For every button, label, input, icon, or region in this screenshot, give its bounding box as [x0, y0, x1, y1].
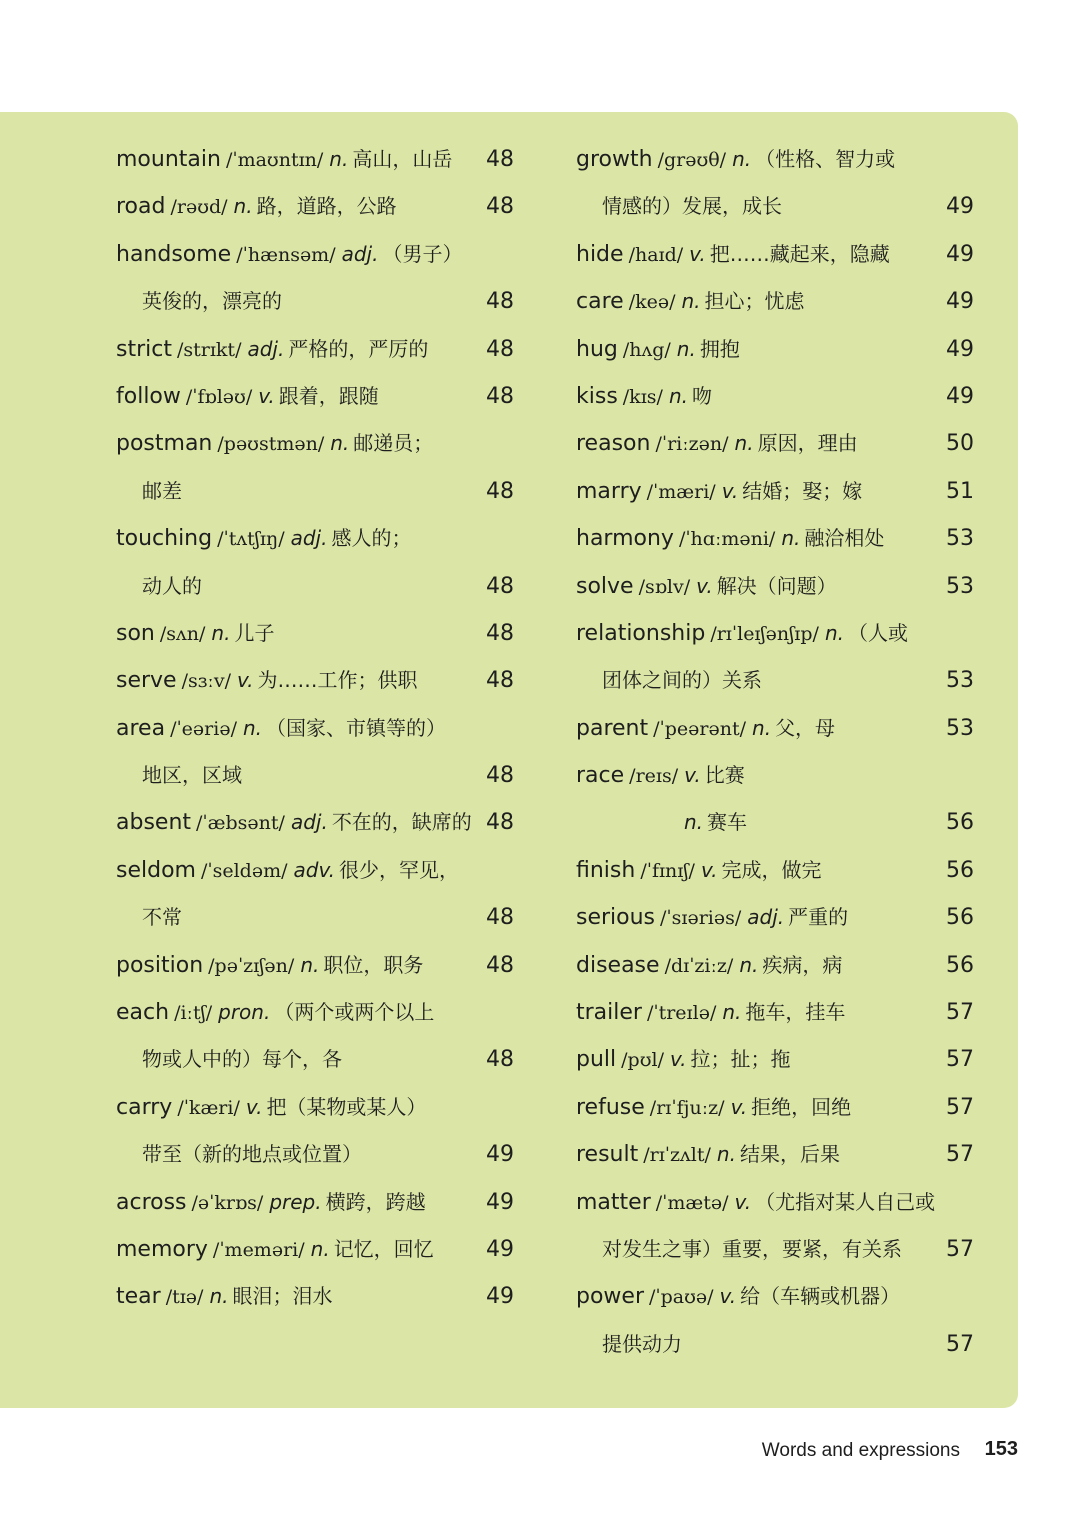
entry-word: relationship	[576, 620, 706, 646]
entry-part-of-speech: n.	[824, 620, 844, 645]
entry-part-of-speech: v.	[684, 763, 701, 788]
entry-definition: 把……藏起来，隐藏	[709, 241, 890, 266]
entry-definition: 完成，做完	[721, 857, 822, 882]
entry-word: each	[116, 1000, 170, 1026]
entry-part-of-speech: adj.	[290, 810, 328, 835]
entry-part-of-speech: n.	[781, 526, 801, 551]
entry-word: son	[116, 620, 155, 646]
entry-definition: 路，道路，公路	[256, 194, 397, 219]
entry-part-of-speech: n.	[242, 715, 263, 740]
entry-definition: 融洽相处	[804, 526, 885, 551]
vocab-entry	[576, 847, 976, 894]
entry-part-of-speech: n.	[209, 1284, 229, 1309]
entry-definition: 拖车，挂车	[745, 1000, 846, 1025]
entry-definition: 拉；扯；拖	[690, 1047, 791, 1072]
entry-word: solve	[576, 573, 634, 599]
entry-word: hug	[576, 336, 618, 362]
vocab-entry	[576, 1084, 976, 1131]
entry-word: pull	[576, 1047, 617, 1073]
entry-definition: 解决（问题）	[716, 573, 837, 598]
entry-part-of-speech: prep.	[269, 1189, 322, 1214]
entry-word: kiss	[576, 383, 618, 409]
entry-word: hide	[576, 241, 624, 267]
entry-phonetic: /strɪkt/	[176, 338, 242, 361]
entry-word: refuse	[576, 1094, 645, 1120]
entry-part-of-speech: n.	[716, 1142, 736, 1167]
entry-page-ref: 53	[946, 668, 974, 694]
entry-phonetic: /rɪˈfjuːz/	[649, 1096, 725, 1119]
vocab-entry	[116, 420, 516, 467]
entry-phonetic: /rɪˈleɪʃənʃɪp/	[710, 622, 819, 645]
entry-continuation	[576, 1226, 976, 1273]
entry-phonetic: /ˈseldəm/	[200, 859, 288, 882]
entry-word: carry	[116, 1094, 173, 1120]
vocab-entry	[576, 1179, 976, 1226]
entry-page-ref: 49	[946, 241, 974, 267]
entry-phonetic: /sʌn/	[159, 622, 206, 645]
entry-definition: （性格、智力或	[755, 147, 896, 171]
entry-definition: 情感的）发展，成长	[602, 194, 782, 219]
vocab-entry	[576, 420, 976, 467]
entry-phonetic: /ˈhænsəm/	[236, 243, 336, 266]
entry-page-ref: 56	[946, 857, 974, 883]
vocab-entry	[576, 894, 976, 941]
entry-part-of-speech: v.	[719, 1284, 737, 1309]
vocab-entry	[576, 942, 976, 989]
entry-page-ref: 48	[486, 905, 514, 931]
entry-part-of-speech: adj.	[290, 526, 328, 551]
entry-word: serious	[576, 905, 656, 931]
vocab-entry	[116, 799, 516, 846]
entry-definition: 不在的，缺席的	[331, 810, 472, 835]
vocab-entry	[576, 278, 976, 325]
entry-phonetic: /rɪˈzʌlt/	[643, 1144, 711, 1167]
entry-word: area	[116, 715, 166, 741]
entry-definition: （人或	[848, 620, 908, 645]
entry-definition: 原因，理由	[757, 431, 858, 456]
entry-page-ref: 57	[946, 1047, 974, 1073]
entry-word: result	[576, 1142, 639, 1168]
entry-phonetic: /ˈsɪəriəs/	[660, 907, 742, 930]
entry-page-ref: 48	[486, 763, 514, 789]
entry-page-ref: 57	[946, 1000, 974, 1026]
entry-phonetic: /ˈhɑːməni/	[678, 528, 776, 551]
entry-word: finish	[576, 857, 636, 883]
vocab-entry	[116, 657, 516, 704]
vocab-entry	[116, 231, 516, 278]
entry-word: absent	[116, 810, 192, 836]
vocab-entry	[116, 847, 516, 894]
entry-definition: 严重的	[788, 905, 849, 930]
entry-phonetic: /ˈtʌtʃɪŋ/	[217, 528, 285, 551]
entry-page-ref: 57	[946, 1236, 974, 1262]
entry-part-of-speech: v.	[258, 383, 275, 408]
entry-phonetic: /ˈmætə/	[655, 1191, 729, 1214]
entry-part-of-speech: v.	[734, 1189, 752, 1214]
entry-definition: 带至（新的地点或位置）	[142, 1142, 362, 1167]
entry-page-ref: 49	[486, 1142, 514, 1168]
entry-part-of-speech: v.	[721, 478, 739, 503]
entry-page-ref: 49	[486, 1189, 514, 1215]
entry-word: seldom	[116, 857, 196, 883]
entry-part-of-speech: n.	[734, 431, 754, 456]
entry-word: growth	[576, 147, 653, 172]
left-column	[116, 136, 516, 1321]
entry-part-of-speech: n.	[752, 715, 772, 740]
entry-word: follow	[116, 383, 181, 409]
entry-definition: 高山，山岳	[352, 147, 453, 171]
vocab-entry	[116, 183, 516, 230]
vocab-entry	[116, 1273, 516, 1320]
entry-continuation	[116, 563, 516, 610]
entry-definition: 疾病，病	[762, 952, 843, 977]
entry-part-of-speech: n.	[300, 952, 320, 977]
entry-continuation	[116, 752, 516, 799]
right-column	[576, 136, 976, 1368]
entry-part-of-speech: n.	[211, 620, 231, 645]
entry-word: matter	[576, 1189, 651, 1215]
entry-word: marry	[576, 478, 642, 504]
entry-page-ref: 51	[946, 478, 974, 504]
entry-part-of-speech: n.	[722, 1000, 742, 1025]
entry-definition: 地区，区域	[142, 763, 242, 788]
entry-phonetic: /pəˈzɪʃən/	[208, 954, 295, 977]
entry-page-ref: 48	[486, 1047, 514, 1073]
entry-page-ref: 48	[486, 336, 514, 362]
vocab-entry	[576, 136, 976, 183]
vocab-entry	[576, 705, 976, 752]
vocab-entry	[576, 468, 976, 515]
entry-definition: 父，母	[775, 715, 836, 740]
vocab-entry	[576, 1131, 976, 1178]
entry-definition: 把（某物或某人）	[266, 1094, 427, 1119]
entry-phonetic: /reɪs/	[629, 765, 679, 788]
vocab-entry	[116, 1226, 516, 1273]
entry-part-of-speech: v.	[669, 1047, 687, 1072]
vocab-entry	[576, 1036, 976, 1083]
entry-definition: （两个或两个以上	[274, 1000, 435, 1025]
entry-phonetic: /ˈkæri/	[177, 1096, 240, 1119]
entry-definition: 提供动力	[602, 1331, 682, 1356]
vocab-entry	[116, 373, 516, 420]
entry-page-ref: 56	[946, 810, 974, 836]
vocab-entry	[576, 1273, 976, 1320]
entry-page-ref: 49	[946, 194, 974, 220]
entry-part-of-speech: adj.	[247, 336, 285, 361]
entry-phonetic: /ˈpaʊə/	[649, 1286, 714, 1309]
entry-definition: 对发生之事）重要，要紧，有关系	[602, 1236, 902, 1261]
entry-part-of-speech: n.	[330, 431, 350, 456]
entry-definition: 为……工作；供职	[257, 668, 418, 693]
entry-definition: 结婚；娶；嫁	[742, 478, 863, 503]
entry-word: postman	[116, 431, 213, 457]
entry-phonetic: /pəʊstmən/	[217, 433, 325, 456]
entry-definition: 赛车	[707, 810, 748, 835]
vocab-entry	[576, 231, 976, 278]
entry-phonetic: /keə/	[628, 291, 676, 314]
vocab-entry	[576, 752, 976, 799]
entry-part-of-speech: n.	[668, 383, 688, 408]
vocab-entry	[116, 326, 516, 373]
entry-page-ref: 53	[946, 573, 974, 599]
entry-phonetic: /sɒlv/	[638, 575, 691, 598]
entry-phonetic: /ˈfɒləʊ/	[185, 385, 253, 408]
entry-definition: （尤指对某人自己或	[755, 1189, 936, 1214]
entry-word: trailer	[576, 1000, 642, 1026]
entry-phonetic: /ˈmæri/	[646, 480, 716, 503]
entry-continuation	[576, 1321, 976, 1368]
entry-word: race	[576, 763, 625, 789]
vocab-entry	[116, 705, 516, 752]
entry-page-ref: 57	[946, 1142, 974, 1168]
entry-sense	[576, 799, 976, 846]
entry-part-of-speech: v.	[696, 573, 713, 598]
entry-definition: 跟着，跟随	[278, 383, 379, 408]
entry-definition: 儿子	[234, 620, 275, 645]
entry-part-of-speech: n.	[676, 336, 696, 361]
entry-definition: 英俊的，漂亮的	[142, 289, 282, 314]
entry-continuation	[116, 894, 516, 941]
entry-page-ref: 49	[486, 1284, 514, 1310]
entry-page-ref: 53	[946, 526, 974, 552]
vocab-entry	[116, 989, 516, 1036]
entry-part-of-speech: adv.	[293, 857, 336, 882]
entry-word: care	[576, 289, 624, 315]
entry-page-ref: 56	[946, 905, 974, 931]
vocab-entry	[576, 373, 976, 420]
entry-phonetic: /iːtʃ/	[174, 1002, 213, 1025]
entry-definition: 很少，罕见，	[339, 857, 460, 882]
entry-word: position	[116, 952, 204, 978]
entry-phonetic: /sɜːv/	[181, 670, 231, 693]
entry-phonetic: /dɪˈziːz/	[664, 954, 734, 977]
entry-definition: （男子）	[382, 241, 463, 266]
entry-definition: 物或人中的）每个，各	[142, 1047, 342, 1072]
entry-phonetic: /əˈkrɒs/	[191, 1191, 264, 1214]
entry-definition: 结果，后果	[739, 1142, 840, 1167]
entry-continuation	[116, 1131, 516, 1178]
entry-page-ref: 48	[486, 810, 514, 836]
entry-continuation	[576, 657, 976, 704]
entry-part-of-speech: v.	[689, 241, 706, 266]
vocab-entry	[576, 515, 976, 562]
entry-phonetic: /ˈfɪnɪʃ/	[640, 859, 695, 882]
entry-phonetic: /pʊl/	[621, 1049, 664, 1072]
entry-part-of-speech: v.	[730, 1094, 748, 1119]
vocab-entry	[576, 326, 976, 373]
entry-definition: 团体之间的）关系	[602, 668, 762, 693]
entry-phonetic: /rəʊd/	[170, 196, 228, 219]
entry-page-ref: 57	[946, 1331, 974, 1357]
entry-phonetic: /hʌg/	[622, 338, 671, 361]
entry-continuation	[116, 1036, 516, 1083]
entry-part-of-speech: pron.	[218, 1000, 271, 1025]
entry-definition: 不常	[142, 905, 182, 930]
entry-continuation	[576, 183, 976, 230]
entry-phonetic: /ˈriːzən/	[655, 433, 729, 456]
entry-definition: 横跨，跨越	[325, 1189, 426, 1214]
vocab-entry	[576, 563, 976, 610]
vocab-entry	[116, 1179, 516, 1226]
entry-part-of-speech: n.	[732, 147, 752, 171]
entry-part-of-speech: adj.	[341, 241, 379, 266]
entry-part-of-speech: adj.	[747, 905, 785, 930]
entry-part-of-speech: v.	[236, 668, 254, 693]
entry-phonetic: /ˈmeməri/	[212, 1238, 305, 1261]
entry-definition: 邮递员；	[353, 431, 434, 456]
entry-definition: 比赛	[704, 763, 745, 788]
entry-part-of-speech: n.	[329, 147, 349, 171]
entry-definition: 吻	[691, 383, 712, 408]
entry-part-of-speech: v.	[245, 1094, 263, 1119]
entry-page-ref: 49	[946, 383, 974, 409]
entry-definition: 动人的	[142, 573, 202, 598]
entry-definition: 记忆，回忆	[333, 1236, 434, 1261]
entry-part-of-speech: n.	[681, 289, 701, 314]
footer-page-number: 153	[984, 1438, 1018, 1460]
entry-page-ref: 48	[486, 478, 514, 504]
entry-definition: 职位，职务	[323, 952, 424, 977]
entry-word: parent	[576, 715, 649, 741]
entry-page-ref: 48	[486, 147, 514, 172]
entry-page-ref: 50	[946, 431, 974, 457]
entry-page-ref: 56	[946, 952, 974, 978]
vocab-entry	[116, 136, 516, 183]
entry-phonetic: /grəʊθ/	[657, 149, 727, 171]
entry-word: harmony	[576, 526, 674, 552]
entry-definition: 担心；忧虑	[704, 289, 805, 314]
entry-continuation	[116, 278, 516, 325]
entry-phonetic: /ˈmaʊntɪn/	[225, 149, 324, 171]
entry-page-ref: 48	[486, 194, 514, 220]
entry-page-ref: 48	[486, 620, 514, 646]
vocab-entry	[116, 942, 516, 989]
entry-part-of-speech: n.	[233, 194, 253, 219]
entry-definition: 拒绝，回绝	[751, 1094, 852, 1119]
entry-word: across	[116, 1189, 187, 1215]
vocab-entry	[116, 610, 516, 657]
entry-page-ref: 48	[486, 383, 514, 409]
entry-part-of-speech: v.	[700, 857, 718, 882]
entry-word: mountain	[116, 147, 221, 172]
entry-page-ref: 53	[946, 715, 974, 741]
entry-part-of-speech: n.	[310, 1236, 330, 1261]
entry-page-ref: 49	[486, 1236, 514, 1262]
entry-page-ref: 49	[946, 289, 974, 315]
vocab-entry	[576, 989, 976, 1036]
entry-page-ref: 48	[486, 668, 514, 694]
entry-phonetic: /ˈeəriə/	[170, 717, 237, 740]
entry-word: handsome	[116, 241, 232, 267]
entry-page-ref: 48	[486, 289, 514, 315]
entry-phonetic: /ˈæbsənt/	[196, 812, 285, 835]
entry-definition: 拥抱	[699, 336, 740, 361]
entry-definition: 给（车辆或机器）	[740, 1284, 901, 1309]
entry-definition: 眼泪；泪水	[232, 1284, 333, 1309]
entry-definition: （国家、市镇等的）	[266, 715, 447, 740]
entry-part-of-speech: n.	[739, 952, 759, 977]
entry-phonetic: /tɪə/	[165, 1286, 204, 1309]
vocab-entry	[116, 1084, 516, 1131]
entry-word: reason	[576, 431, 651, 457]
entry-page-ref: 48	[486, 573, 514, 599]
vocab-entry	[116, 515, 516, 562]
entry-word: disease	[576, 952, 660, 978]
entry-part-of-speech: n.	[684, 810, 704, 835]
entry-definition: 邮差	[142, 478, 182, 503]
entry-continuation	[116, 468, 516, 515]
entry-word: strict	[116, 336, 172, 362]
entry-page-ref: 49	[946, 336, 974, 362]
entry-word: road	[116, 194, 166, 220]
entry-phonetic: /ˈpeərənt/	[653, 717, 747, 740]
footer-label: Words and expressions	[761, 1440, 960, 1461]
entry-word: memory	[116, 1236, 208, 1262]
entry-phonetic: /ˈtreɪlə/	[646, 1002, 717, 1025]
entry-page-ref: 57	[946, 1094, 974, 1120]
entry-word: power	[576, 1284, 644, 1310]
vocab-entry	[576, 610, 976, 657]
entry-word: touching	[116, 526, 213, 552]
entry-definition: 严格的，严厉的	[288, 336, 429, 361]
entry-definition: 感人的；	[331, 526, 412, 551]
entry-page-ref: 48	[486, 952, 514, 978]
entry-phonetic: /haɪd/	[628, 243, 684, 266]
entry-phonetic: /kɪs/	[622, 385, 663, 408]
entry-word: tear	[116, 1284, 161, 1310]
entry-word: serve	[116, 668, 177, 694]
